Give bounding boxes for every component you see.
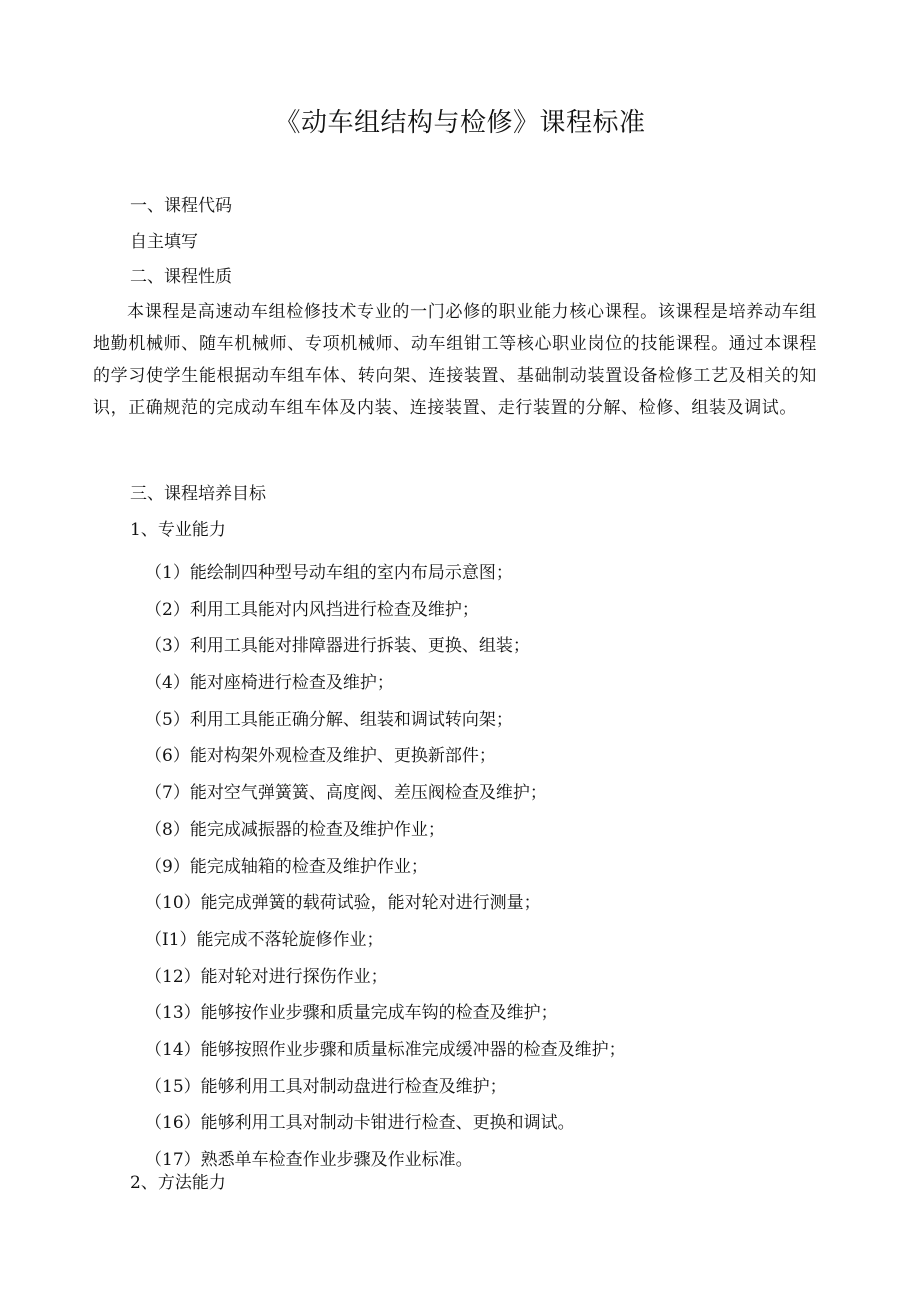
course-nature-heading: 二、课程性质 xyxy=(130,267,232,287)
professional-ability-heading: 1、专业能力 xyxy=(130,520,226,540)
method-ability-heading: 2、方法能力 xyxy=(130,1173,226,1193)
list-item: （5）利用工具能正确分解、组装和调试转向架； xyxy=(145,709,513,730)
list-item: （15）能够利用工具对制动盘进行检查及维护； xyxy=(145,1076,507,1097)
list-item: （1）能绘制四种型号动车组的室内布局示意图； xyxy=(145,563,513,583)
professional-ability-list xyxy=(145,558,626,1182)
list-item: （16）能够利用工具对制动卡钳进行检查、更换和调试。 xyxy=(145,1113,575,1134)
course-code-heading: 一、课程代码 xyxy=(130,196,232,216)
list-item: （I1）能完成不落轮旋修作业； xyxy=(145,929,384,950)
list-item: （3）利用工具能对排障器进行拆装、更换、组装； xyxy=(145,636,530,657)
list-item: （6）能对构架外观检查及维护、更换新部件； xyxy=(145,746,496,767)
list-item: （2）利用工具能对内风挡进行检查及维护； xyxy=(145,599,479,620)
list-item: （9）能完成轴箱的检查及维护作业； xyxy=(145,856,428,877)
list-item: （14）能够按照作业步骤和质量标准完成缓冲器的检查及维护； xyxy=(145,1039,626,1060)
training-goals-heading: 三、课程培养目标 xyxy=(130,484,266,504)
list-item: （13）能够按作业步骤和质量完成车钩的检查及维护； xyxy=(145,1003,558,1024)
document-title: 《动车组结构与检修》课程标准 xyxy=(274,108,646,138)
list-item: （7）能对空气弹簧簧、高度阀、差压阀检查及维护； xyxy=(145,783,547,804)
list-item: （8）能完成减振器的检查及维护作业； xyxy=(145,819,445,840)
list-item: （17）熟悉单车检查作业步骤及作业标准。 xyxy=(145,1150,473,1170)
list-item: （10）能完成弹簧的载荷试验，能对轮对进行测量； xyxy=(145,893,541,914)
course-nature-paragraph: 本课程是高速动车组检修技术专业的一门必修的职业能力核心课程。该课程是培养动车组地勤机械师、随车机械师、专项机械师、动车组钳工等核心职业岗位的技能课程。通过本课程的学习使学生能根据动车组车体、转向架、连接装置、基础制动装置设备检修工艺及相关的知识，正确规范的完成动车组车体及内装、连接装置、走行装置的分解、检修、组装及调试。 xyxy=(93,302,817,418)
list-item: （12）能对轮对进行探伤作业； xyxy=(145,966,388,987)
list-item: （4）能对座椅进行检查及维护； xyxy=(145,673,394,694)
course-code-value: 自主填写 xyxy=(130,232,198,252)
